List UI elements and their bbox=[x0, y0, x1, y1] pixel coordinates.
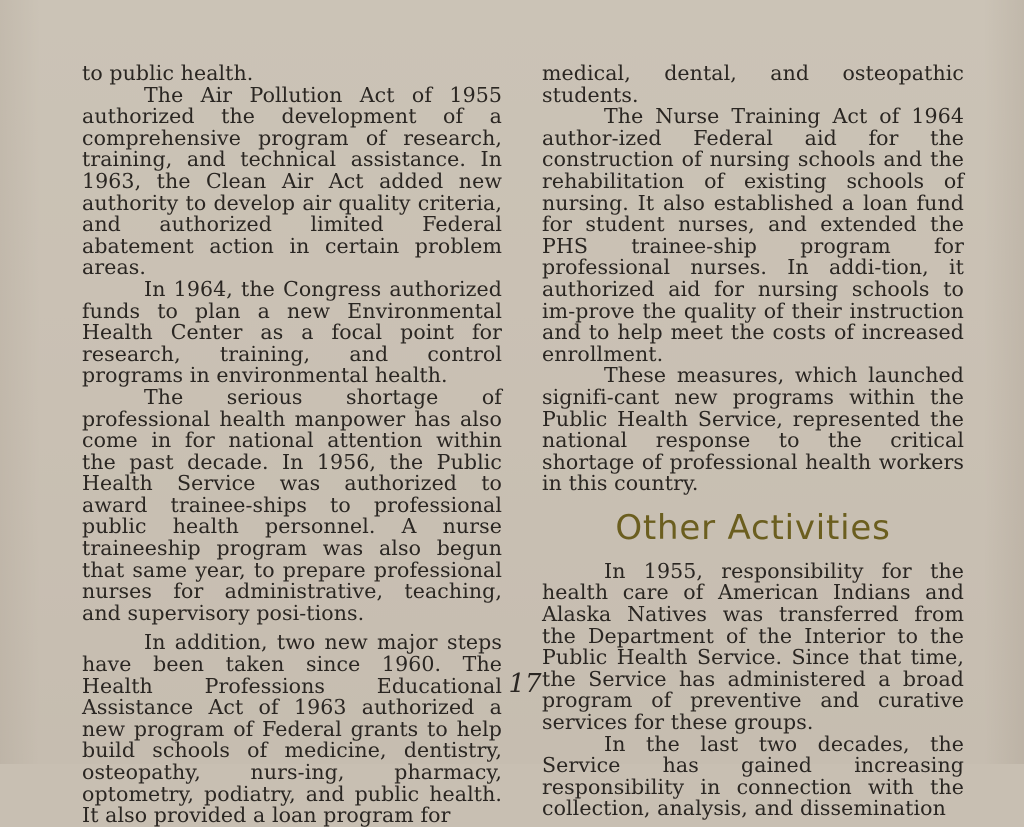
right-column bbox=[542, 63, 964, 820]
paragraph-continuation-right: medical, dental, and osteopathic students. bbox=[542, 61, 964, 107]
paragraph-continuation: to public health. bbox=[82, 61, 254, 85]
paragraph-data-collection: In the last two decades, the Service has gained increasing responsibility in connection with the collection, analysis, and dissemination bbox=[542, 731, 964, 821]
paragraph-national-response: These measures, which launched signifi-cant new programs within the Public Health Service, represented the national response to the critical shortage of professional health workers in this country. bbox=[542, 363, 964, 496]
paragraph-health-professions-act: In addition, two new major steps have been taken since 1960. The Health Professions Educational Assistance Act of 1963 authorized a new program of Federal grants to help build schools of medicine, dentistry, osteopathy, nurs-ing, pharmacy, optometry, podiatry, and public health. It also provided a loan program for bbox=[82, 630, 502, 827]
paragraph-nurse-training-act: The Nurse Training Act of 1964 author-ized Federal aid for the construction of nursing schools and the rehabilitation of existing schools of nursing. It also established a loan fund for student nurses, and extended the PHS trainee-ship program for professional nurses. In addi-tion, it authorized aid for nursing schools to im-prove the quality of their instruction and to help meet the costs of increased enrollment. bbox=[542, 104, 964, 366]
section-heading: Other Activities bbox=[615, 507, 891, 548]
paragraph-indian-health: In 1955, responsibility for the health care of American Indians and Alaska Natives was transferred from the Department of the Interior to the Public Health Service. Since that time, the Service has administered a broad program of preventive and curative services for these groups. bbox=[542, 558, 964, 735]
left-column bbox=[82, 63, 502, 827]
paragraph-environmental-health-center: In 1964, the Congress authorized funds to plan a new Environmental Health Center as a focal point for research, training, and control programs in environmental health. bbox=[82, 276, 502, 388]
paragraph-air-pollution-act: The Air Pollution Act of 1955 authorized the development of a comprehensive program of research, training, and technical assistance. In 1963, the Clean Air Act added new authority to develop air quality criteria, and authorized limited Federal abatement action in certain problem areas. bbox=[82, 82, 502, 280]
page-number: 17 bbox=[508, 669, 542, 699]
paragraph-health-manpower: The serious shortage of professional health manpower has also come in for national attention within the past decade. In 1956, the Public Health Service was authorized to award trainee-ships to professional public health personnel. A nurse traineeship program was also begun that same year, to prepare professional nurses for administrative, teaching, and supervisory posi-tions. bbox=[82, 384, 502, 625]
